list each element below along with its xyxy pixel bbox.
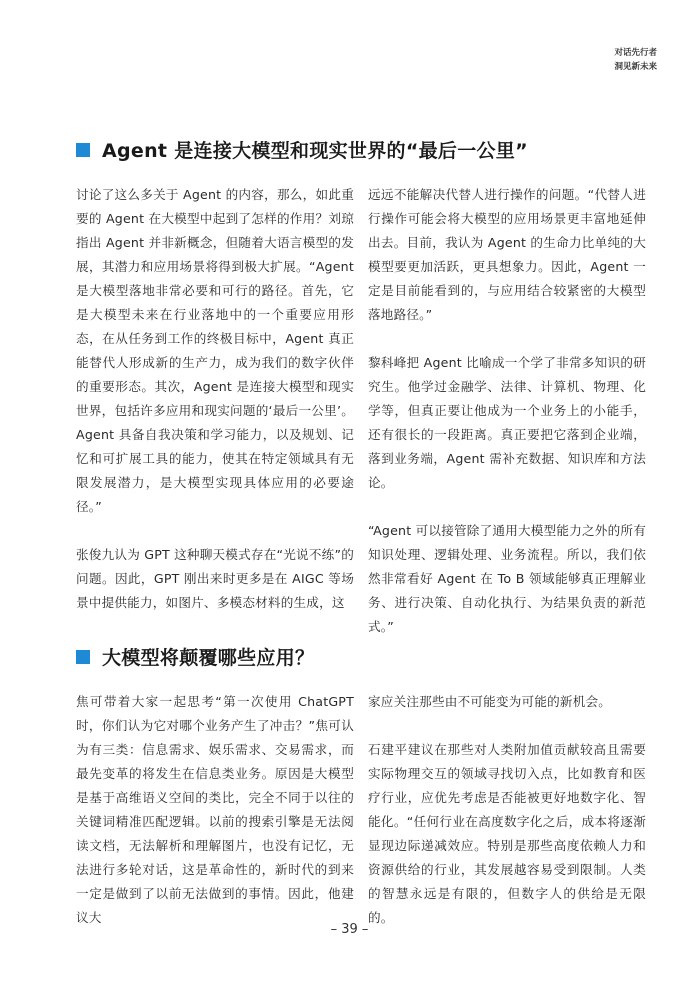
square-bullet-icon bbox=[76, 143, 90, 157]
paragraph: “Agent 可以接管除了通用大模型能力之外的所有知识处理、逻辑处理、业务流程。所以，我们依然非常看好 Agent 在 To B 领域能够真正理解业务、进行决策、自动化执行、为结果负责的新范式。” bbox=[368, 523, 646, 634]
section-2-heading bbox=[76, 643, 314, 670]
paragraph: 家应关注那些由不可能变为可能的新机会。 bbox=[368, 694, 612, 709]
header-line-2: 洞见新未来 bbox=[614, 62, 657, 72]
page-number: – 39 – bbox=[330, 922, 369, 937]
paragraph: 远远不能解决代替人进行操作的问题。“代替人进行操作可能会将大模型的应用场景更丰富地延伸出去。目前，我认为 Agent 的生命力比单纯的大模型要更加活跃，更具想象力。因此，Agent 一定是目前能看到的，与应用结合较紧密的大模型落地路径。” bbox=[368, 187, 646, 322]
section-1-title: Agent 是连接大模型和现实世界的“最后一公里” bbox=[102, 140, 528, 162]
section-2-left-column bbox=[76, 690, 354, 930]
paragraph: 焦可带着大家一起思考“第一次使用 ChatGPT 时，你们认为它对哪个业务产生了冲击？”焦可认为有三类：信息需求、娱乐需求、交易需求，而最先变革的将发生在信息类业务。原因是大模型是基于高维语义空间的类比，完全不同于以往的关键词精准匹配逻辑。以前的搜索引擎是无法阅读文档，无法解析和理解图片，也没有记忆，无法进行多轮对话，这是革命性的，新时代的到来一定是做到了以前无法做到的事情。因此，他建议大 bbox=[76, 694, 354, 925]
header-tagline bbox=[614, 46, 657, 74]
paragraph: 黎科峰把 Agent 比喻成一个学了非常多知识的研究生。他学过金融学、法律、计算机、物理、化学等，但真正要让他成为一个业务上的小能手，还有很长的一段距离。真正要把它落到企业端，落到业务端，Agent 需补充数据、知识库和方法论。 bbox=[368, 355, 646, 490]
section-2-title: 大模型将颠覆哪些应用？ bbox=[102, 647, 315, 669]
paragraph: 石建平建议在那些对人类附加值贡献较高且需要实际物理交互的领域寻找切入点，比如教育和医疗行业，应优先考虑是否能被更好地数字化、智能化。“任何行业在高度数字化之后，成本将逐渐显现边际递减效应。特别是那些高度依赖人力和资源供给的行业，其发展越容易受到限制。人类的智慧永远是有限的，但数字人的供给是无限的。 bbox=[368, 742, 646, 925]
paragraph: 讨论了这么多关于 Agent 的内容，那么，如此重要的 Agent 在大模型中起到了怎样的作用？刘琼指出 Agent 并非新概念，但随着大语言模型的发展，其潜力和应用场景将得到极大扩展。“Agent 是大模型落地非常必要和可行的路径。首先，它是大模型未来在行业落地中的一个重要应用形态，在从任务到工作的终极目标中，Agent 真正能替代人形成新的生产力，成为我们的数字伙伴的重要形态。其次，Agent 是连接大模型和现实世界，包括许多应用和现实问题的‘最后一公里’。Agent 具备自我决策和学习能力，以及规划、记忆和可扩展工具的能力，使其在特定领域具有无限发展潜力，是大模型实现具体应用的必要途径。” bbox=[76, 187, 354, 514]
square-bullet-icon bbox=[76, 650, 90, 664]
section-1-right-column bbox=[368, 183, 646, 639]
paragraph: 张俊九认为 GPT 这种聊天模式存在“光说不练”的问题。因此，GPT 刚出来时更多是在 AIGC 等场景中提供能力，如图片、多模态材料的生成，这 bbox=[76, 547, 354, 610]
section-1-left-column bbox=[76, 183, 354, 615]
section-1-heading bbox=[76, 136, 528, 163]
header-line-1: 对话先行者 bbox=[614, 48, 657, 58]
section-2-right-column bbox=[368, 690, 646, 930]
